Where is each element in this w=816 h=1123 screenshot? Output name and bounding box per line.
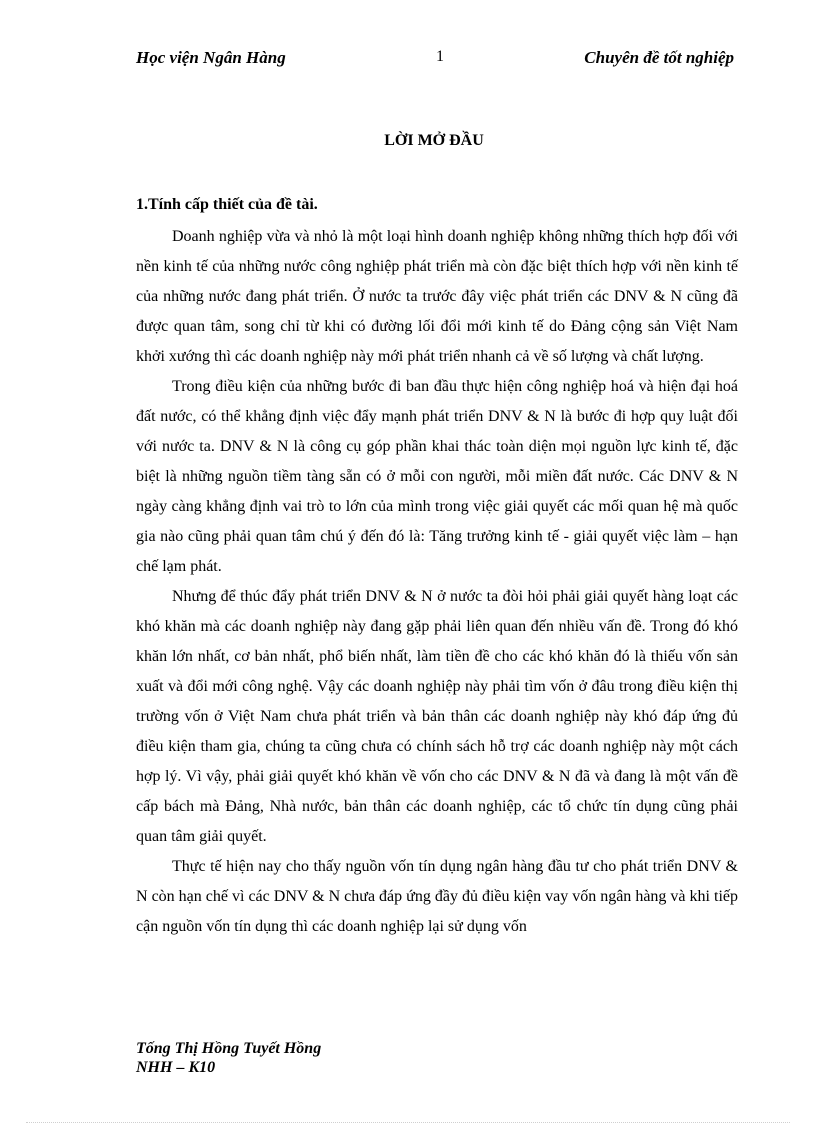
- page-number: 1: [436, 48, 444, 65]
- footer-class: NHH – K10: [136, 1059, 216, 1076]
- page-title: LỜI MỞ ĐẦU: [384, 132, 484, 149]
- paragraph-2: Trong điều kiện của những bước đi ban đầu thực hiện công nghiệp hoá và hiện đại hoá đất nước, có thể khẳng định việc đẩy mạnh phát triển DNV & N là bước đi hợp quy luật đối với nước ta. DNV & N là công cụ góp phần khai thác toàn diện mọi nguồn lực kinh tế, đặc biệt là những nguồn tiềm tàng sẵn có ở mỗi con người, mỗi miền đất nước. Các DNV & N ngày càng khẳng định vai trò to lớn của mình trong việc giải quyết các mối quan hệ mà quốc gia nào cũng phải quan tâm chú ý đến đó là: Tăng trưởng kinh tế - giải quyết việc làm – hạn chế lạm phát.: [136, 378, 738, 575]
- body-text: [136, 222, 738, 942]
- paragraph-3: Nhưng để thúc đẩy phát triển DNV & N ở nước ta đòi hỏi phải giải quyết hàng loạt các khó khăn mà các doanh nghiệp này đang gặp phải liên quan đến nhiều vấn đề. Trong đó khó khăn lớn nhất, cơ bản nhất, phổ biến nhất, làm tiền đề cho các khó khăn đó là thiếu vốn sản xuất và đổi mới công nghệ. Vậy các doanh nghiệp này phải tìm vốn ở đâu trong điều kiện thị trường vốn ở Việt Nam chưa phát triển và bản thân các doanh nghiệp này khó đáp ứng đủ điều kiện tham gia, chúng ta cũng chưa có chính sách hỗ trợ các doanh nghiệp này một cách hợp lý. Vì vậy, phải giải quyết khó khăn về vốn cho các DNV & N đã và đang là một vấn đề cấp bách mà Đảng, Nhà nước, bản thân các doanh nghiệp, các tổ chức tín dụng cũng phải quan tâm giải quyết.: [136, 588, 738, 845]
- paragraph-4: Thực tế hiện nay cho thấy nguồn vốn tín dụng ngân hàng đầu tư cho phát triển DNV & N còn hạn chế vì các DNV & N chưa đáp ứng đầy đủ điều kiện vay vốn ngân hàng và khi tiếp cận nguồn vốn tín dụng thì các doanh nghiệp lại sử dụng vốn: [136, 858, 738, 935]
- footer-author: Tống Thị Hồng Tuyết Hồng: [136, 1040, 322, 1057]
- header-document-type: Chuyên đề tốt nghiệp: [584, 48, 734, 67]
- header-school: Học viện Ngân Hàng: [136, 48, 286, 67]
- section-heading: 1.Tính cấp thiết của đề tài.: [136, 196, 318, 213]
- paragraph-1: Doanh nghiệp vừa và nhỏ là một loại hình doanh nghiệp không những thích hợp đối với nền kinh tế của những nước công nghiệp phát triển mà còn đặc biệt thích hợp với nền kinh tế của những nước đang phát triển. Ở nước ta trước đây việc phát triển các DNV & N cũng đã được quan tâm, song chỉ từ khi có đường lối đổi mới kinh tế do Đảng cộng sản Việt Nam khởi xướng thì các doanh nghiệp này mới phát triển nhanh cả về số lượng và chất lượng.: [136, 228, 738, 365]
